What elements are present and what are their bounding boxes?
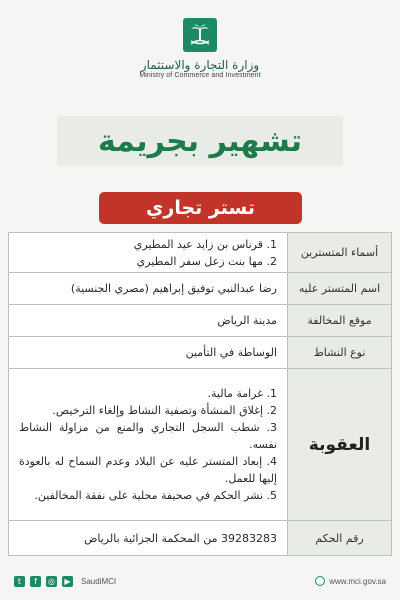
website-url[interactable]: www.mci.gov.sa bbox=[329, 576, 386, 586]
instagram-icon[interactable]: ◎ bbox=[46, 576, 57, 587]
saudi-emblem-icon bbox=[183, 18, 217, 52]
case-details-table bbox=[8, 232, 392, 556]
social-links bbox=[14, 576, 116, 587]
name-item: 1. قرناس بن زايد عيد المطيري bbox=[133, 237, 277, 251]
ministry-name-english: Ministry of Commerce and Investment bbox=[139, 72, 261, 79]
table-row-activity bbox=[9, 337, 391, 369]
verdict-number-value bbox=[9, 521, 287, 555]
table-row-accused bbox=[9, 273, 391, 305]
accused-name: رضا عبدالنبي توفيق إبراهيم (مصري الجنسية) bbox=[70, 282, 277, 295]
names-label: أسماء المتسترين bbox=[287, 233, 391, 272]
table-row-penalty bbox=[9, 369, 391, 521]
crime-type: تستر تجاري bbox=[146, 197, 255, 219]
title-banner bbox=[57, 116, 343, 166]
youtube-icon[interactable]: ▶ bbox=[62, 576, 73, 587]
website-link[interactable] bbox=[315, 576, 386, 586]
table-row-names bbox=[9, 233, 391, 273]
crime-banner bbox=[99, 192, 302, 224]
globe-icon bbox=[315, 576, 325, 586]
accused-label: اسم المتستر عليه bbox=[287, 273, 391, 304]
twitter-icon[interactable]: t bbox=[14, 576, 25, 587]
facebook-icon[interactable]: f bbox=[30, 576, 41, 587]
activity-text: الوساطة في التأمين bbox=[185, 346, 277, 359]
penalty-item: 2. إغلاق المنشأة وتصفية النشاط وإلغاء الترخيص. bbox=[52, 404, 277, 417]
penalty-item: 4. إبعاد المتستر عليه عن البلاد وعدم السماح له بالعودة إليها للعمل. bbox=[19, 455, 277, 485]
social-handle[interactable]: SaudiMCI bbox=[81, 576, 117, 586]
page-title: تشهير بجريمة bbox=[97, 123, 303, 159]
ministry-header bbox=[0, 18, 400, 79]
verdict-number-text: 39283283 من المحكمة الجزائية بالرياض bbox=[84, 531, 277, 545]
penalty-item: 5. نشر الحكم في صحيفة محلية على نفقة المخالفين. bbox=[34, 489, 277, 502]
activity-value bbox=[9, 337, 287, 368]
accused-value bbox=[9, 273, 287, 304]
location-label: موقع المخالفة bbox=[287, 305, 391, 336]
location-text: مدينة الرياض bbox=[217, 314, 277, 327]
penalty-item: 3. شطب السجل التجاري والمنع من مزاولة النشاط نفسه. bbox=[19, 421, 277, 451]
penalty-value bbox=[9, 369, 287, 520]
table-row-location bbox=[9, 305, 391, 337]
ministry-name-arabic: وزارة التجارة والاستثمار bbox=[140, 58, 260, 72]
verdict-number-label: رقم الحكم bbox=[287, 521, 391, 555]
penalty-label: العقوبة bbox=[287, 369, 391, 520]
location-value bbox=[9, 305, 287, 336]
name-item: 2. مها بنت زعل سفر المطيري bbox=[136, 254, 277, 268]
penalty-item: 1. غرامة مالية. bbox=[207, 387, 277, 400]
activity-label: نوع النشاط bbox=[287, 337, 391, 368]
names-value bbox=[9, 233, 287, 272]
table-row-verdict-number bbox=[9, 521, 391, 555]
penalty-list bbox=[19, 385, 277, 504]
footer bbox=[14, 572, 386, 590]
